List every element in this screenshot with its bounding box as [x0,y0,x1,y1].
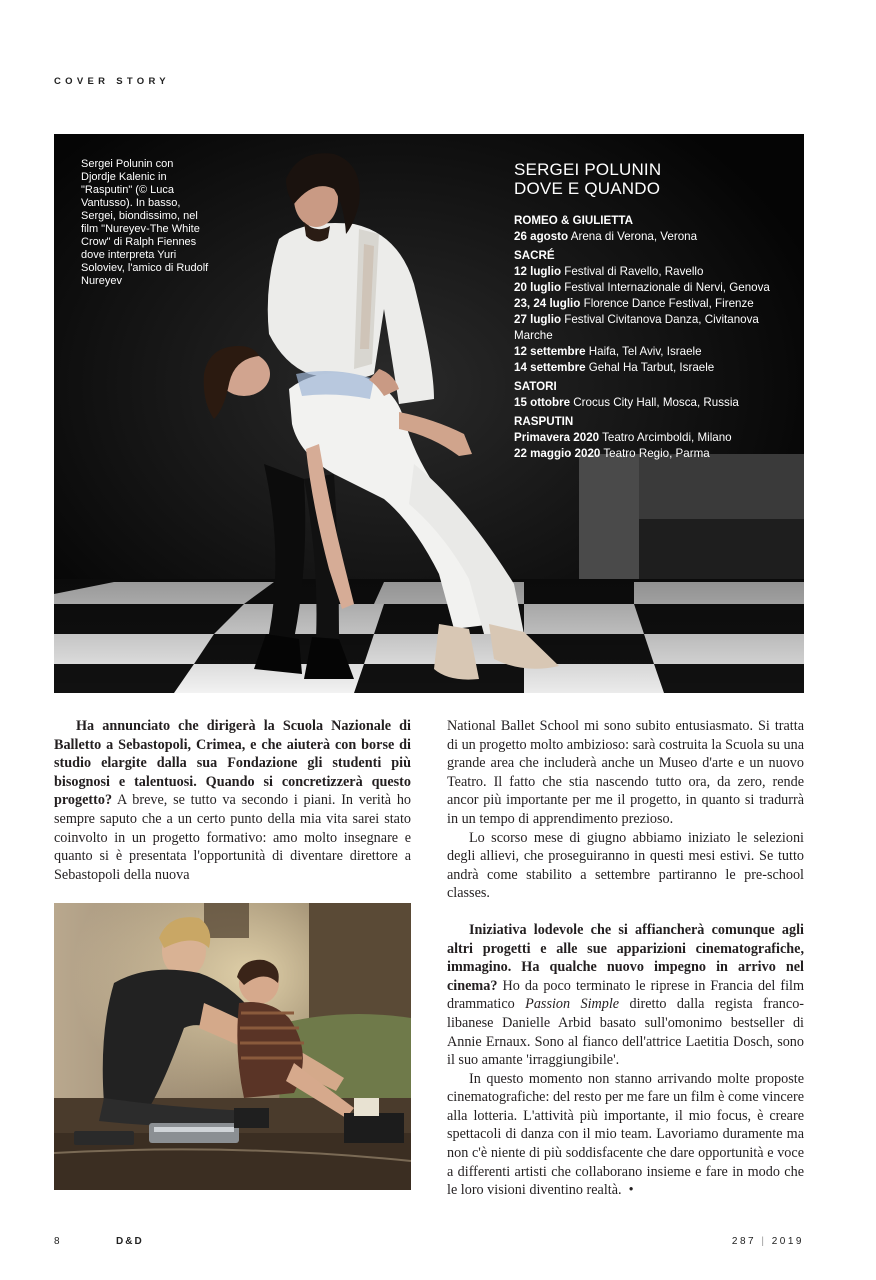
show-date-entry [514,229,799,245]
magazine-name: D&D [116,1236,144,1247]
show-venue: Florence Dance Festival, Firenze [583,297,754,310]
show-venue: Festival Civitanova Danza, Civitanova Marche [514,313,759,342]
answer-1-continued: National Ballet School mi sono subito entusiasmato. Si tratta di un progetto molto ambizioso: sarà costruita la Scuola su una grande area che includerà anche un Museo d'arte e un nuovo Teatro. Il fatto che stia nascendo tutto ora, da zero, rende ancor più importante per me il progetto, in quanto si tradurrà in un tempo di apprendimento prezioso. [447,718,804,827]
end-mark: • [628,1182,634,1199]
event-infobox [514,160,799,462]
show-date: 22 maggio 2020 [514,447,601,460]
film-still-photo [54,903,411,1190]
show-date-entry [514,430,799,446]
question-1: Ha annunciato che dirigerà la Scuola Nazionale di Balletto a Sebastopoli, Crimea, e che aiuterà con borse di studio elargite dalla sua Fondazione gli studenti più bisognosi e talentuosi. Quando si concretizzerà questo progetto? [54,718,411,809]
show-name: RASPUTIN [514,415,574,428]
issue-info [732,1236,804,1247]
infobox-title-line1: SERGEI POLUNIN [514,160,662,179]
show-date: 12 settembre [514,345,586,358]
show-venue: Gehal Ha Tarbut, Israele [588,361,715,374]
show-venue: Haifa, Tel Aviv, Israele [588,345,702,358]
article-column-left [54,717,411,884]
show-venue: Teatro Arcimboldi, Milano [602,431,732,444]
show-name: SACRÉ [514,249,555,262]
show-date: 26 agosto [514,230,569,243]
show-name: SATORI [514,380,557,393]
show-name: ROMEO & GIULIETTA [514,214,633,227]
article-column-right [447,717,804,1200]
infobox-title [514,160,799,198]
show-date: 20 luglio [514,281,562,294]
page-number: 8 [54,1236,60,1247]
show-venue: Teatro Regio, Parma [603,447,710,460]
show-date: 23, 24 luglio [514,297,581,310]
show-date: 14 settembre [514,361,586,374]
answer-1: A breve, se tutto va secondo i piani. In verità ho sempre saputo che a un certo punto della mia vita sarei stato coinvolto in un progetto formativo: amo molto insegnare e quanto si è presentata l'opportunità di diventare direttore a Sebastopoli della nuova [54,792,412,883]
answer-2-intro: Ho da poco terminato le riprese in Francia del film drammatico [447,977,805,1013]
question-2: Iniziativa lodevole che si affiancherà comunque agli altri progetti e alle sue apparizioni cinematografiche, immagino. Ha qualche nuovo impegno in arrivo nel cinema? [447,921,804,994]
show-venue: Festival Internazionale di Nervi, Genova [564,281,770,294]
show-date: 12 luglio [514,265,562,278]
show-date: Primavera 2020 [514,431,600,444]
show-date: 15 ottobre [514,396,571,409]
film-title: Passion Simple [525,996,620,1013]
show-venue: Crocus City Hall, Mosca, Russia [573,396,739,409]
section-label: COVER STORY [54,76,170,87]
show-date-entry [514,360,799,376]
show-date-entry [514,395,799,411]
main-photo [54,134,804,693]
photo-caption: Sergei Polunin con Djordje Kalenic in "Rasputin" (© Luca Vantusso). In basso, Sergei, biondissimo, nel film "Nureyev-The White Crow" di Ralph Fiennes dove interpreta Yuri Soloviev, l'amico di Rudolf Nureyev [81,158,209,287]
show-date-entry [514,296,799,312]
film-still-illustration [54,903,411,1190]
answer-2-rest: diretto dalla regista franco-libanese Danielle Arbid basato sull'omonimo bestseller di Annie Ernaux. Sono al fianco dell'attrice Laetitia Dosch, sono il suo amante 'irraggiungibile'. [447,996,805,1069]
show-date-entry [514,280,799,296]
issue-separator: | [761,1236,767,1247]
show-list [514,213,799,462]
issue-year: 2019 [771,1236,804,1247]
checkerboard-floor [54,579,804,693]
show-date-entry [514,312,799,344]
show-date: 27 luglio [514,313,562,326]
infobox-title-line2: DOVE E QUANDO [514,179,661,198]
show-venue: Arena di Verona, Verona [570,230,698,243]
show-date-entry [514,446,799,462]
show-venue: Festival di Ravello, Ravello [564,265,704,278]
issue-number: 287 [731,1236,757,1247]
show-date-entry [514,344,799,360]
answer-1-paragraph-2: Lo scorso mese di giugno abbiamo iniziato le selezioni degli allievi, che proseguiranno in questi mesi estivi. Se tutto andrà come stabilito a settembre partiranno le pre-school classes. [447,829,804,902]
show-date-entry [514,264,799,280]
answer-2-paragraph-2: In questo momento non stanno arrivando molte proposte cinematografiche: del resto per me fare un film è come vincere alla lotteria. L'attività più importante, il mio focus, è creare spettacoli di danza con il mio team. Lavoriamo duramente ma non c'è niente di più soddisfacente che dare opportunità e voce a differenti artisti che collaborano insieme e fare in modo che le loro visioni diventino realtà. [447,1070,804,1199]
